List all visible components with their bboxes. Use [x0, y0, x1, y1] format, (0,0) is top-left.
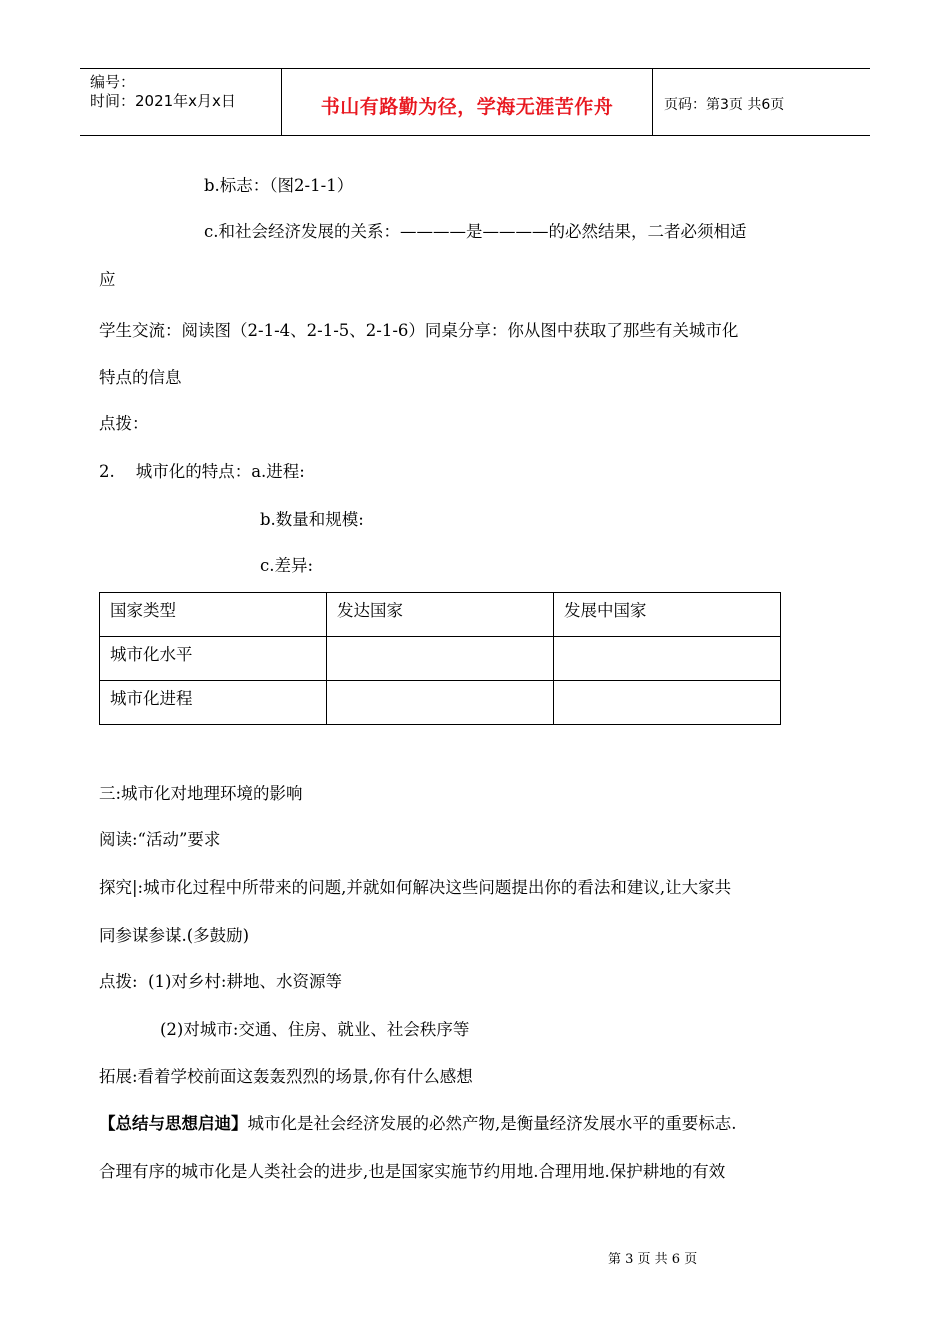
header-motto-cell	[282, 69, 653, 135]
table-header-cell: 发展中国家	[554, 593, 781, 637]
text-line-features: 2. 城市化的特点：a.进程:	[99, 462, 305, 481]
table-cell: 城市化水平	[100, 637, 327, 681]
text-line-reading: 阅读:“活动”要求	[99, 830, 221, 849]
table-row	[100, 637, 781, 681]
table-header-row	[100, 593, 781, 637]
summary-label: 【总结与思想启迪】	[99, 1114, 248, 1133]
text-line-guidance-rural: 点拨: (1)对乡村:耕地、水资源等	[99, 972, 342, 991]
table-cell	[327, 637, 554, 681]
document-date-label: 时间：2021年x月x日	[90, 92, 236, 110]
page-footer: 第 3 页 共 6 页	[608, 1252, 698, 1267]
header-motto: 书山有路勤为径，学海无涯苦作舟	[320, 96, 614, 118]
text-line-explore-cont: 同参谋参谋.(多鼓励)	[99, 926, 250, 945]
table-cell	[554, 637, 781, 681]
table-header-cell: 国家类型	[100, 593, 327, 637]
text-line-summary-cont: 合理有序的城市化是人类社会的进步,也是国家实施节约用地.合理用地.保护耕地的有效	[99, 1162, 726, 1181]
header-page-cell	[653, 69, 870, 135]
text-line-quantity: b.数量和规模:	[260, 510, 364, 529]
header-page-number: 页码：第3页 共6页	[664, 97, 785, 113]
text-line-guidance: 点拨：	[99, 414, 149, 433]
page-header	[80, 68, 870, 136]
text-line-student-exchange-cont: 特点的信息	[99, 368, 182, 387]
text-line-student-exchange: 学生交流：阅读图（2-1-4、2-1-5、2-1-6）同桌分享：你从图中获取了那些有关城市化	[99, 321, 739, 340]
header-info-cell	[80, 69, 282, 135]
text-line-guidance-urban: (2)对城市:交通、住房、就业、社会秩序等	[160, 1020, 470, 1039]
text-line-difference: c.差异:	[260, 556, 314, 575]
comparison-table	[99, 592, 781, 725]
table-cell: 城市化进程	[100, 681, 327, 725]
text-line-extension: 拓展:看着学校前面这轰轰烈烈的场景,你有什么感想	[99, 1067, 473, 1086]
summary-text: 城市化是社会经济发展的必然产物,是衡量经济发展水平的重要标志.	[247, 1114, 737, 1133]
section-heading-impact: 三:城市化对地理环境的影响	[99, 784, 303, 803]
table-row	[100, 681, 781, 725]
text-line-summary	[99, 1110, 737, 1134]
document-number-label: 编号：	[90, 73, 136, 91]
text-line-explore: 探究|:城市化过程中所带来的问题,并就如何解决这些问题提出你的看法和建议,让大家共	[99, 878, 732, 897]
table-header-cell: 发达国家	[327, 593, 554, 637]
text-line-relation-cont: 应	[99, 270, 116, 289]
text-line-sign: b.标志：（图2-1-1）	[204, 176, 354, 195]
table-cell	[554, 681, 781, 725]
table-cell	[327, 681, 554, 725]
text-line-relation: c.和社会经济发展的关系：————是————的必然结果，二者必须相适	[204, 222, 747, 241]
